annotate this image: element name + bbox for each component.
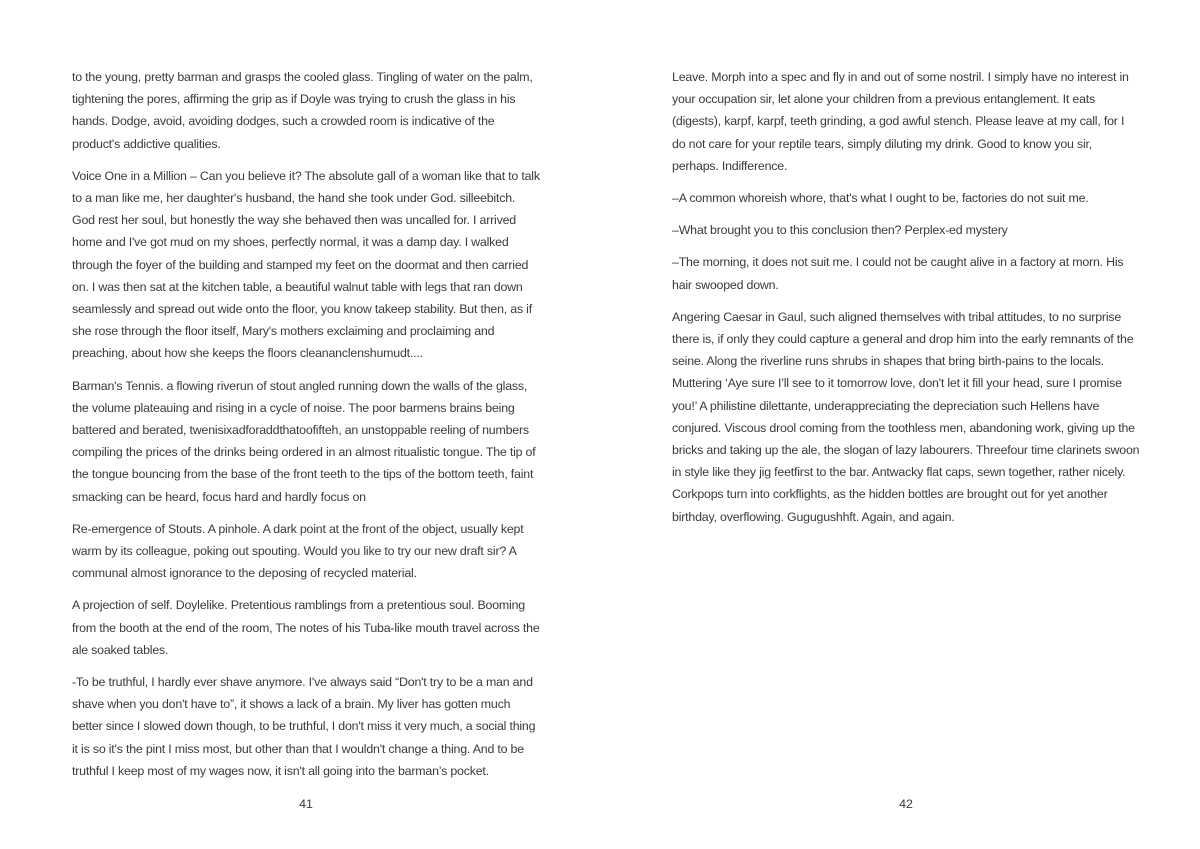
- paragraph: Voice One in a Million – Can you believe it? The absolute gall of a woman like that to talk to a man like me, her daughter's husband, the hand she took under God. silleebitch. God rest her soul, but honestly the way she behaved then was uncalled for. I arrived home and I've got mud on my shoes, perfectly normal, it was a damp day. I walked through the foyer of the building and stamped my feet on the doormat and then carried on. I was then sat at the kitchen table, a beautiful walnut table with legs that ran down seamlessly and spread out wide onto the floor, you know takeep stability. But then, as if she rose through the floor itself, Mary's mothers exclaiming and proclaiming and preaching, about how she keeps the floors cleananclenshumudt....: [72, 168, 540, 361]
- paragraph: Barman's Tennis. a flowing riverun of stout angled running down the walls of the glass, the volume plateauing and rising in a cycle of noise. The poor barmens brains being battered and berated, twenisixadforaddthatoofifteh, an unstoppable reeling of numbers compiling the prices of the drinks being ordered in an almost ritualistic tongue. The tip of the tongue bouncing from the base of the front teeth to the tips of the bottom teeth, faint smacking can be heard, focus hard and hardly focus on: [72, 378, 536, 504]
- page-number-42: 42: [899, 797, 913, 811]
- paragraph: Angering Caesar in Gaul, such aligned themselves with tribal attitudes, to no surprise there is, if only they could capture a general and drop him into the early remnants of the seine. Along the riverline runs shrubs in shapes that bring birth-pains to the locals. Muttering ‘Aye sure I’ll see to it tomorrow love, don't let it fill your head, sure I promise you!’ A philistine dilettante, underappreciating the depreciation such Hellens have conjured. Viscous drool coming from the toothless men, abandoning work, giving up the bricks and taking up the ale, the slogan of lazy labourers. Threefour time clarinets swoon in style like they jig feetfirst to the bar. Antwacky flat caps, sewn together, rather nicely. Corkpops turn into corkflights, as the hidden bottles are brought out for yet another birthday, overflowing. Gugugushhft. Again, and again.: [672, 309, 1140, 524]
- paragraph: to the young, pretty barman and grasps the cooled glass. Tingling of water on the palm, tightening the pores, affirming the grip as if Doyle was trying to crush the glass in his hands. Dodge, avoid, avoiding dodges, such a crowded room is indicative of the product's addictive qualities.: [72, 70, 533, 151]
- paragraph: –What brought you to this conclusion then? Perplex-ed mystery: [672, 223, 1008, 238]
- paragraph: Re-emergence of Stouts. A pinhole. A dark point at the front of the object, usually kept warm by its colleague, poking out spouting. Would you like to try our new draft sir? A communal almost ignorance to the deposing of recycled material.: [72, 521, 524, 581]
- paragraph: –The morning, it does not suit me. I could not be caught alive in a factory at morn. His hair swooped down.: [672, 255, 1124, 292]
- paragraph: -To be truthful, I hardly ever shave anymore. I've always said “Don't try to be a man and shave when you don't have to”, it shows a lack of a brain. My liver has gotten much better since I slowed down though, to be truthful, I don't miss it very much, a social thing it is so it's the pint I miss most, but other than that I wouldn't change a thing. And to be truthful I keep most of my wages now, it isn't all going into the barman’s pocket.: [72, 675, 536, 778]
- page-41-text-column: [72, 66, 540, 792]
- paragraph: A projection of self. Doylelike. Pretentious ramblings from a pretentious soul. Booming from the booth at the end of the room, The notes of his Tuba-like mouth travel across the ale soaked tables.: [72, 598, 540, 657]
- page-number-41: 41: [299, 797, 313, 811]
- paragraph: –A common whoreish whore, that's what I ought to be, factories do not suit me.: [672, 191, 1089, 206]
- page-42-text-column: [672, 66, 1140, 538]
- paragraph: Leave. Morph into a spec and fly in and out of some nostril. I simply have no interest in your occupation sir, let alone your children from a previous entanglement. It eats (digests), karpf, karpf, teeth grinding, a god awful stench. Please leave at my call, for I do not care for your reptile tears, simply diluting my drink. Good to know you sir, perhaps. Indifference.: [672, 70, 1129, 173]
